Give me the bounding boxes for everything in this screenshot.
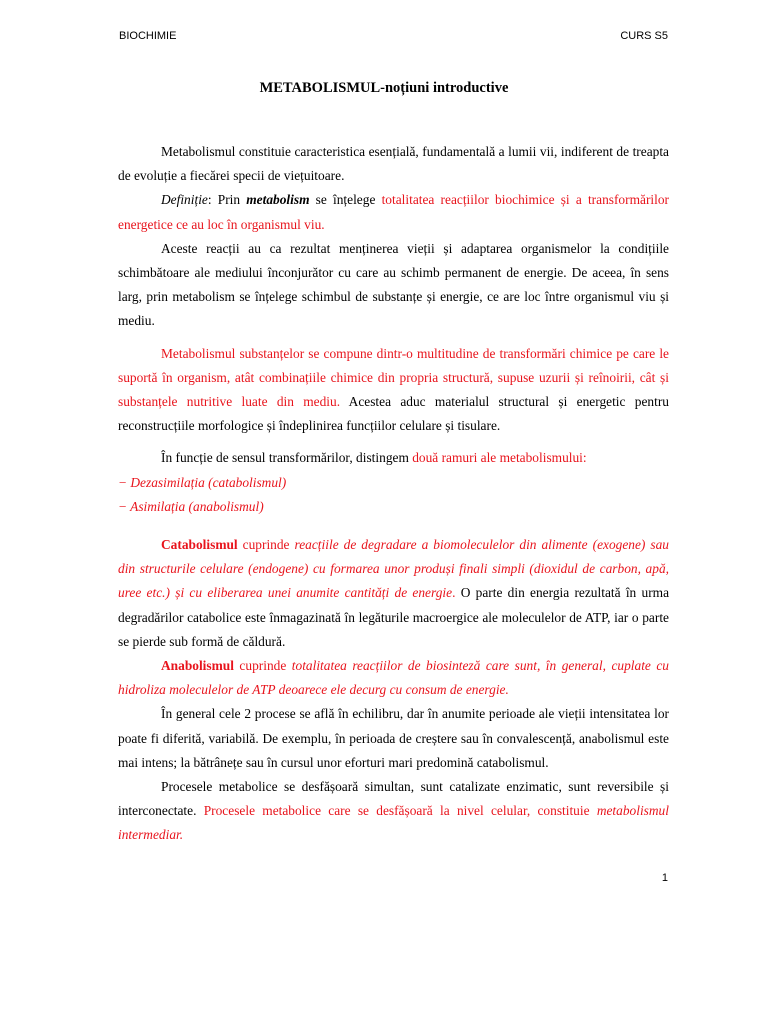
definition-lead: : Prin <box>207 192 247 208</box>
page-number: 1 <box>661 872 668 884</box>
paragraph-balance: În general cele 2 procese se află în echilibru, dar în anumite perioade ale vieții intensitatea lor poate fi diferită, variabilă. De exemplu, în perioada de creștere sau în convalescență, anabolismul este mai intens; la bătrânețe sau în cursul unor eforturi mari predomină catabolismul. <box>118 706 669 770</box>
anabolism-verb: cuprinde <box>233 658 292 674</box>
paragraph-anabolism <box>118 654 669 702</box>
header-course-session: CURS S5 <box>620 30 668 42</box>
paragraph-substance-metabolism <box>118 342 669 439</box>
definition-text: totalitatea reacțiilor biochimice și a transformărilor energetice ce au loc în organismul viu. <box>118 192 669 232</box>
paragraph-intro: Metabolismul constituie caracteristica esențială, fundamentală a lumii vii, indiferent de treapta de evoluție a fiecărei specii de viețuitoare. <box>118 144 669 184</box>
processes-red-italic: metabolismul intermediar. <box>118 803 669 843</box>
paragraph-catabolism <box>118 533 669 654</box>
branches-lead: În funcție de sensul transformărilor, distingem <box>161 450 413 466</box>
catabolism-term: Catabolismul <box>161 537 238 553</box>
branches-red: două ramuri ale metabolismului: <box>412 450 587 466</box>
substance-metabolism-black: Acestea aduc materialul structural și energetic pentru reconstrucțiile morfologice și îndeplinirea funcțiilor celulare și tisulare. <box>118 394 669 434</box>
paragraph-definition <box>118 188 669 236</box>
catabolism-definition: reacțiile de degradare a biomoleculelor din alimente (exogene) sau din structurile celulare (endogene) cu formarea unor produși finali simpli (dioxidul de carbon, apă, uree etc.) și cu eliberarea unei anumite cantități de energie <box>118 537 669 601</box>
catabolism-dot: . <box>452 585 456 601</box>
list-item-anabolism: − Asimilația (anabolismul) <box>118 498 264 514</box>
anabolism-term: Anabolismul <box>161 658 234 674</box>
definition-label: Definiție <box>161 192 208 208</box>
processes-red: Procesele metabolice care se desfășoară la nivel celular, constituie <box>203 803 597 819</box>
paragraph-reactions: Aceste reacții au ca rezultat menținerea vieții și adaptarea organismelor la condițiile schimbătoare ale mediului înconjurător cu care au schimb permanent de energie. De aceea, în sens larg, prin metabolism se înțelege schimbul de substanțe și energie, ce are loc între organismul viu și mediu. <box>118 240 669 329</box>
paragraph-branches <box>118 446 669 470</box>
definition-mid: se înțelege <box>309 192 382 208</box>
catabolism-energy: O parte din energia rezultată în urma degradărilor catabolice este înmagazinată în legăturile macroergice ale moleculelor de ATP, iar o parte se pierde sub formă de căldură. <box>118 585 670 649</box>
document-title: METABOLISMUL-noțiuni introductive <box>259 80 509 96</box>
anabolism-definition: totalitatea reacțiilor de biosinteză care sunt, în general, cuplate cu hidroliza moleculelor de ATP deoarece ele decurg cu consum de energie. <box>118 658 669 698</box>
document-body <box>118 140 669 848</box>
processes-black: Procesele metabolice se desfășoară simultan, sunt catalizate enzimatic, sunt reversibile și interconectate. <box>118 779 669 819</box>
definition-term: metabolism <box>246 192 310 208</box>
header-course-title: BIOCHIMIE <box>119 30 177 42</box>
catabolism-verb: cuprinde <box>237 537 295 553</box>
list-item-catabolism: − Dezasimilația (catabolismul) <box>118 474 287 490</box>
paragraph-processes <box>118 775 669 848</box>
substance-metabolism-red: Metabolismul substanțelor se compune dintr-o multitudine de transformări chimice pe care le suportă în organism, atât combinațiile chimice din propria structură, supuse uzurii și reînoirii, cât și substanțele nutritive luate din mediu. <box>118 345 669 410</box>
